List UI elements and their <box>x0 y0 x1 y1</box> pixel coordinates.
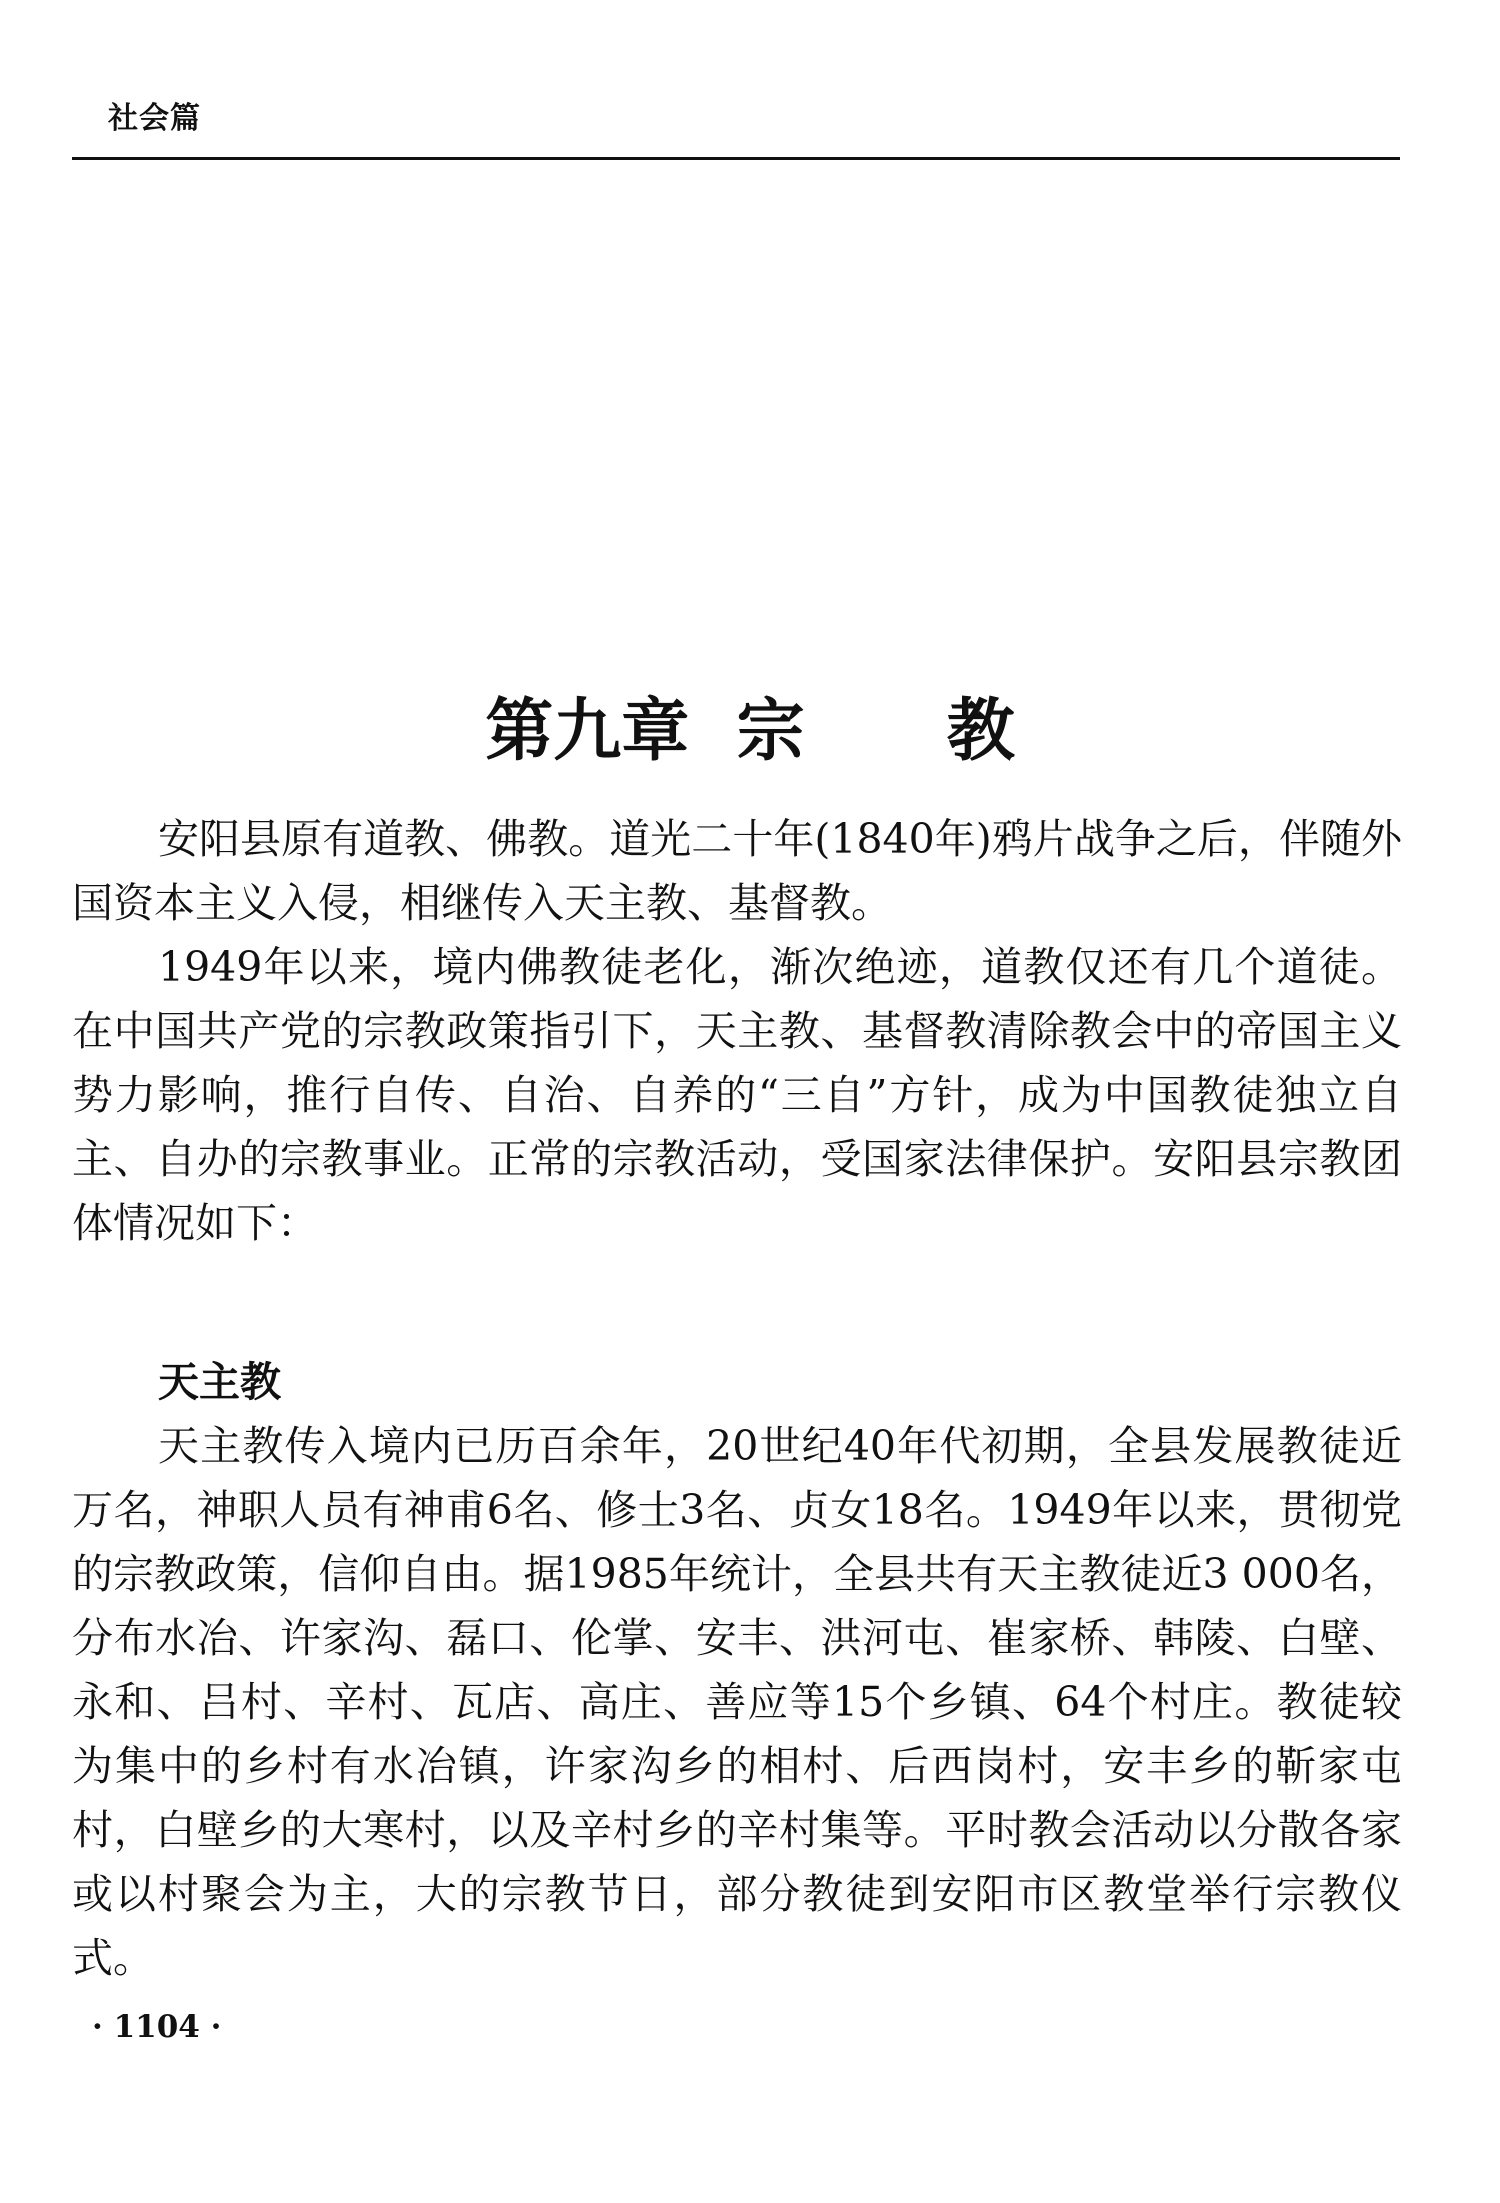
catholicism-paragraph: 天主教传入境内已历百余年，20世纪40年代初期，全县发展教徒近万名，神职人员有神甫6名、修士3名、贞女18名。1949年以来，贯彻党的宗教政策，信仰自由。据1985年统计，全县共有天主教徒近3 000名，分布水冶、许家沟、磊口、伦掌、安丰、洪河屯、崔家桥、韩陵、白壁、永和、吕村、辛村、瓦店、高庄、善应等15个乡镇、64个村庄。教徒较为集中的乡村有水冶镇，许家沟乡的相村、后西岗村，安丰乡的靳家屯村，白壁乡的大寒村，以及辛村乡的辛村集等。平时教会活动以分散各家或以村聚会为主，大的宗教节日，部分教徒到安阳市区教堂举行宗教仪式。 <box>72 1422 1402 1982</box>
intro-paragraph-2: 1949年以来，境内佛教徒老化，渐次绝迹，道教仅还有几个道徒。在中国共产党的宗教政策指引下，天主教、基督教清除教会中的帝国主义势力影响，推行自传、自治、自养的“三自”方针，成为中国教徒独立自主、自办的宗教事业。正常的宗教活动，受国家法律保护。安阳县宗教团体情况如下： <box>72 943 1402 1247</box>
chapter-title: 第九章 宗 教 <box>485 691 1015 771</box>
intro-paragraph-1: 安阳县原有道教、佛教。道光二十年(1840年)鸦片战争之后，伴随外国资本主义入侵，相继传入天主教、基督教。 <box>72 815 1402 927</box>
page-number: · 1104 · <box>92 2009 222 2045</box>
section-heading-catholicism: 天主教 <box>158 1358 281 1406</box>
header-rule <box>72 157 1400 160</box>
running-head: 社会篇 <box>108 101 201 136</box>
